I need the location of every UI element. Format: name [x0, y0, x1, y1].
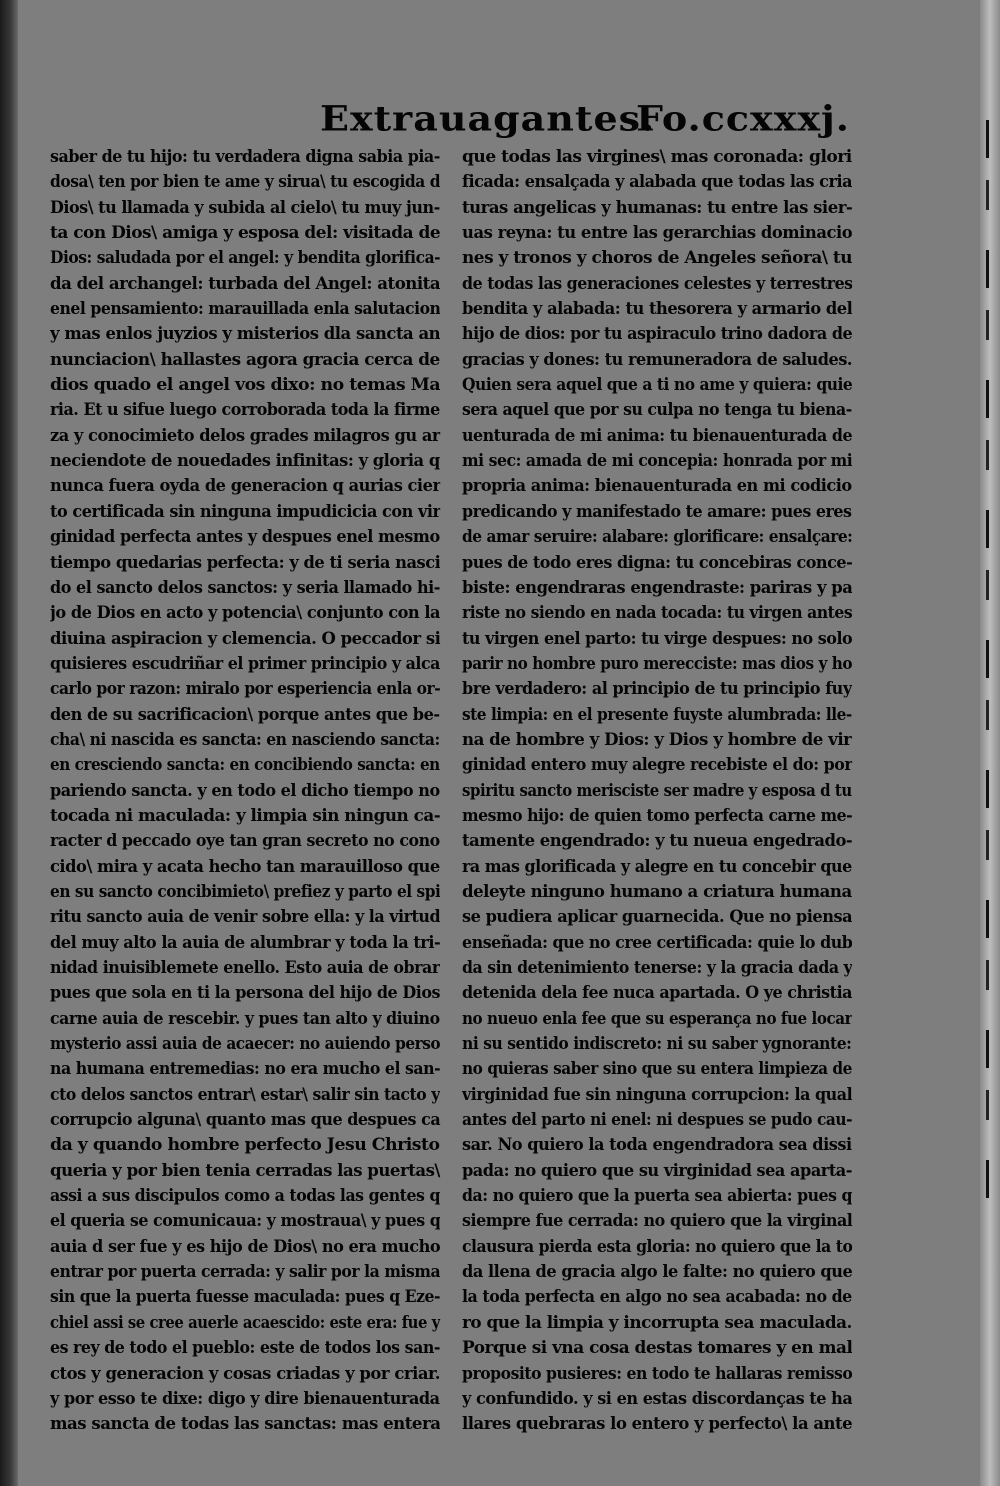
- text-line: assi a sus discipulos como a todas las gentes q: [50, 1186, 440, 1207]
- text-line: sera aquel que por su culpa no tenga tu biena-: [462, 400, 852, 421]
- text-line: ginidad entero muy alegre recebiste el do: por: [462, 755, 853, 776]
- text-line: parir no hombre puro merecciste: mas dios y ho: [462, 653, 853, 674]
- book-gutter-edge: [0, 0, 18, 1486]
- text-line: en su sancto concibimieto\ prefiez y parto el spi: [50, 881, 441, 902]
- text-line: enel pensamiento: marauillada enla salutacion: [50, 299, 441, 320]
- text-line: detenida dela fee nuca apartada. O ye christia: [462, 983, 853, 1004]
- text-line: da: no quiero que la puerta sea abierta: pues q: [462, 1186, 852, 1207]
- text-line: ra mas glorificada y alegre en tu concebir que: [462, 856, 852, 877]
- text-line: pues que sola en ti la persona del hijo de Dios: [50, 983, 441, 1004]
- text-line: turas angelicas y humanas: tu entre las sier-: [462, 197, 852, 218]
- text-line: na de hombre y Dios: y Dios y hombre de vir: [462, 729, 852, 750]
- text-line: saber de tu hijo: tu verdadera digna sabia pia-: [50, 147, 440, 167]
- text-line: deleyte ninguno humano a criatura humana: [462, 881, 852, 902]
- text-line: bendita y alabada: tu thesorera y armario del: [462, 299, 853, 320]
- text-line: ctos y generacion y cosas criadas y por criar.: [50, 1363, 440, 1384]
- text-line: do el sancto delos sanctos: y seria llamado hi-: [50, 577, 440, 598]
- text-line: dosa\ ten por bien te ame y sirua\ tu escogida d: [50, 172, 440, 193]
- text-line: tu virgen enel parto: tu virge despues: no solo: [462, 628, 853, 649]
- text-line: pariendo sancta. y en todo el dicho tiempo no: [50, 780, 440, 801]
- text-line: mysterio assi auia de acaecer: no auiendo perso: [50, 1034, 441, 1055]
- text-line: cto delos sanctos entrar\ estar\ salir sin tacto y: [50, 1084, 440, 1105]
- text-line: en cresciendo sancta: en concibiendo sancta: en: [50, 755, 440, 776]
- text-line: sin que la puerta fuesse maculada: pues q Eze-: [50, 1287, 441, 1308]
- text-line: se pudiera aplicar guarnecida. Que no piensa: [462, 907, 852, 928]
- text-line: pada: no quiero que su virginidad sea aparta-: [462, 1160, 853, 1181]
- page-fore-edge: [980, 0, 1000, 1486]
- text-line: nes y tronos y choros de Angeles señora\ tu: [462, 248, 853, 269]
- text-line: el queria se comunicaua: y mostraua\ y pues q: [50, 1211, 440, 1232]
- text-line: ritu sancto auia de venir sobre ella: y la virtud: [50, 907, 440, 928]
- text-line: za y conocimieto delos grades milagros gu ar: [50, 425, 440, 446]
- text-line: ro que la limpia y incorrupta sea maculada.: [462, 1312, 852, 1333]
- text-line: riste no siendo en nada tocada: tu virgen antes: [462, 603, 853, 624]
- text-line: jo de Dios en acto y potencia\ conjunto con la: [50, 603, 440, 624]
- text-line: spiritu sancto merisciste ser madre y esposa d tu: [462, 780, 852, 801]
- text-line: Porque si vna cosa destas tomares y en mal: [462, 1338, 853, 1359]
- text-line: da y quando hombre perfecto Jesu Christo: [50, 1135, 440, 1156]
- folio-number: Fo.ccxxxj.: [635, 98, 850, 139]
- text-line: corrupcio alguna\ quanto mas que despues ca: [50, 1110, 441, 1131]
- text-line: no nueuo enla fee que su esperança no fue locar: [462, 1008, 852, 1029]
- text-line: da sin detenimiento tenerse: y la gracia dada y: [462, 958, 852, 978]
- text-line: Quien sera aquel que a ti no ame y quiera: quie: [462, 375, 852, 396]
- text-line: la toda perfecta en algo no sea acabada: no de: [462, 1287, 852, 1308]
- text-line: y por esso te dixe: digo y dire bienauenturada: [50, 1388, 440, 1409]
- text-line: cido\ mira y acata hecho tan marauilloso que: [50, 856, 440, 877]
- right-text-column: [462, 145, 852, 1438]
- text-line: que todas las virgines\ mas coronada: glori: [462, 147, 852, 167]
- text-line: y mas enlos juyzios y misterios dla sancta an: [50, 324, 441, 345]
- text-line: ni su sentido indiscreto: ni su saber ygnorante:: [462, 1034, 852, 1055]
- text-line: quisieres escudriñar el primer principio y alca: [50, 653, 440, 674]
- text-line: na humana entremedias: no era mucho el san-: [50, 1059, 440, 1080]
- text-line: carne auia de rescebir. y pues tan alto y diuino: [50, 1008, 440, 1029]
- text-line: uenturada de mi anima: tu bienauenturada de: [462, 425, 853, 446]
- text-line: de amar seruire: alabare: glorificare: ensalçare:: [462, 527, 853, 548]
- text-line: antes del parto ni enel: ni despues se pudo cau-: [462, 1110, 853, 1131]
- text-line: ginidad perfecta antes y despues enel mesmo: [50, 527, 440, 548]
- text-line: virginidad fue sin ninguna corrupcion: la qual: [462, 1084, 852, 1105]
- text-line: nunciacion\ hallastes agora gracia cerca de: [50, 349, 440, 370]
- text-line: tamente engendrado: y tu nueua engedrado-: [462, 831, 852, 852]
- text-line: Dios: saludada por el angel: y bendita glorifica-: [50, 248, 440, 269]
- text-line: diuina aspiracion y clemencia. O peccador si: [50, 628, 441, 649]
- text-line: predicando y manifestado te amare: pues eres: [462, 501, 852, 522]
- running-head: [320, 96, 850, 146]
- text-line: biste: engendraras engendraste: pariras y pa: [462, 577, 853, 598]
- text-line: pues de todo eres digna: tu concebiras conce-: [462, 552, 852, 573]
- text-line: mesmo hijo: de quien tomo perfecta carne me-: [462, 805, 853, 826]
- text-line: dios quado el angel vos dixo: no temas Ma: [50, 375, 441, 396]
- text-line: clausura pierda esta gloria: no quiero que la to: [462, 1236, 853, 1257]
- text-line: Dios\ tu llamada y subida al cielo\ tu muy jun-: [50, 197, 440, 218]
- text-line: llares quebraras lo entero y perfecto\ la ante: [462, 1414, 853, 1435]
- text-line: ste limpia: en el presente fuyste alumbrada: lle-: [462, 704, 852, 725]
- text-line: de todas las generaciones celestes y terrestres: [462, 273, 853, 294]
- text-line: chiel assi se cree auerle acaescido: este era: fue y: [50, 1312, 440, 1333]
- left-text-column: [50, 145, 440, 1438]
- text-line: auia d ser fue y es hijo de Dios\ no era mucho: [50, 1236, 441, 1257]
- text-line: ria. Et u sifue luego corroborada toda la firme: [50, 400, 440, 421]
- text-line: entrar por puerta cerrada: y salir por la misma: [50, 1262, 441, 1283]
- text-line: da llena de gracia algo le falte: no quiero que: [462, 1262, 852, 1283]
- text-line: nunca fuera oyda de generacion q aurias cier: [50, 476, 441, 497]
- text-line: den de su sacrificacion\ porque antes que be-: [50, 704, 440, 725]
- text-line: propria anima: bienauenturada en mi codicio: [462, 476, 852, 497]
- text-line: bre verdadero: al principio de tu principio fuy: [462, 679, 852, 700]
- text-line: nidad inuisiblemete enello. Esto auia de obrar: [50, 958, 440, 978]
- text-line: carlo por razon: miralo por esperiencia enla or-: [50, 679, 440, 700]
- text-line: mi sec: amada de mi concepia: honrada por mi: [462, 451, 853, 472]
- text-line: uas reyna: tu entre las gerarchias dominacio: [462, 223, 852, 244]
- text-line: no quieras saber sino que su entera limpieza de: [462, 1059, 852, 1080]
- text-line: queria y por bien tenia cerradas las puertas\: [50, 1160, 440, 1181]
- text-line: racter d peccado oye tan gran secreto no cono: [50, 831, 440, 852]
- text-line: to certificada sin ninguna impudicicia con vir: [50, 501, 441, 522]
- text-line: proposito pusieres: en todo te hallaras remisso: [462, 1363, 853, 1384]
- text-line: y confundido. y si en estas discordanças te ha: [462, 1388, 853, 1409]
- text-line: es rey de todo el pueblo: este de todos los san-: [50, 1338, 440, 1359]
- text-line: sar. No quiero la toda engendradora sea dissi: [462, 1135, 852, 1156]
- text-line: da del archangel: turbada del Angel: atonita: [50, 273, 440, 294]
- text-line: gracias y dones: tu remuneradora de saludes.: [462, 349, 853, 370]
- running-head-title: Extrauagantes.: [320, 98, 656, 139]
- text-line: tiempo quedarias perfecta: y de ti seria nasci: [50, 552, 440, 573]
- text-line: enseñada: que no cree certificada: quie lo dub: [462, 932, 852, 953]
- text-line: cha\ ni nascida es sancta: en nasciendo sancta:: [50, 729, 440, 750]
- text-line: neciendote de nouedades infinitas: y gloria q: [50, 451, 440, 472]
- text-line: tocada ni maculada: y limpia sin ningun ca-: [50, 805, 440, 826]
- text-line: del muy alto la auia de alumbrar y toda la tri-: [50, 932, 441, 953]
- text-line: ta con Dios\ amiga y esposa del: visitada de: [50, 223, 440, 244]
- text-line: mas sancta de todas las sanctas: mas entera: [50, 1414, 440, 1435]
- text-line: hijo de dios: por tu aspiraculo trino dadora de: [462, 324, 853, 345]
- text-line: siempre fue cerrada: no quiero que la virginal: [462, 1211, 853, 1232]
- text-line: ficada: ensalçada y alabada que todas las cria: [462, 172, 853, 193]
